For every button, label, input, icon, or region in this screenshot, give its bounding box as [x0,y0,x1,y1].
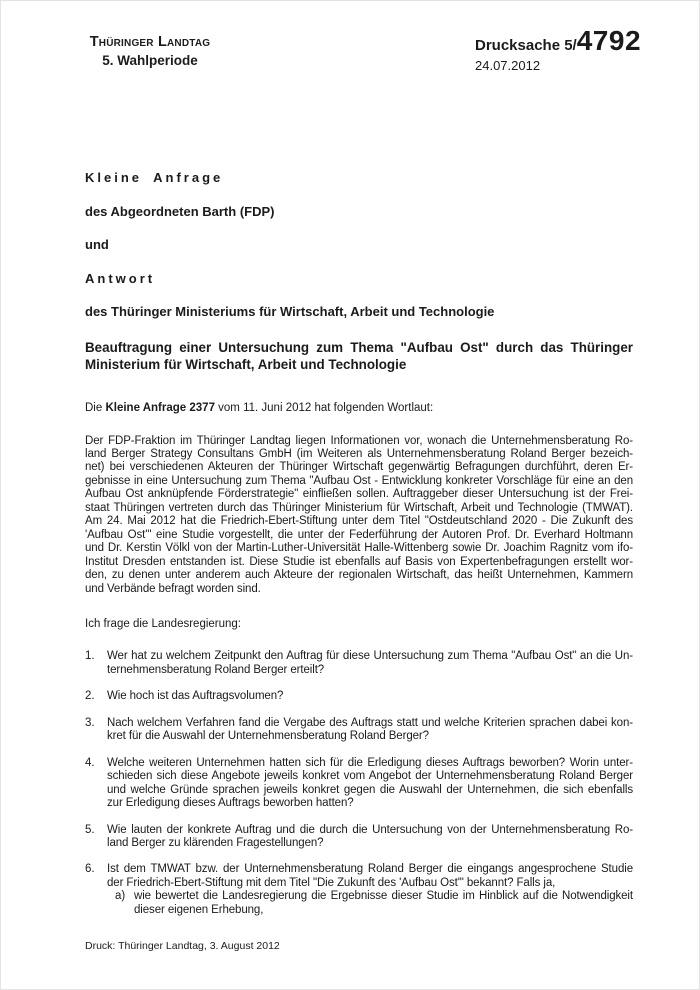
question-line: und welche Gründe sprachen jeweils konkret gegen die Auswahl der Unternehmen, die sich ebenfalls [107,783,633,796]
question-text [107,650,633,677]
paragraph-line: den, zu denen unter anderem auch Akteure der regionalen Wirtschaft, das heißt Unternehmen, Kammern [85,569,633,582]
question-body [107,650,633,677]
question-body [107,690,633,703]
question-line: Nach welchem Verfahren fand die Vergabe des Auftrags statt und welche Kriterien sprachen dabei kon- [107,716,633,729]
wortlaut-reference: Kleine Anfrage 2377 [105,402,215,415]
document-date: 24.07.2012 [475,58,541,73]
document-number: 4792 [576,25,642,56]
question-list [85,650,633,917]
document-body [85,171,633,930]
question-number: 5. [85,823,95,836]
wortlaut-line [85,402,633,415]
paragraph-line: und Verbände befragt worden sind. [85,582,261,595]
question-body [107,717,633,744]
question-line: zur Erledigung dieses Auftrags beworben hatten? [107,797,354,810]
paragraph-line: net) bei verschiedenen Akteuren der Thüringer Wirtschaft gegenwärtig Befragungen durchführt, deren Er- [85,461,633,474]
question-line: schieden sich diese Angebote jeweils konkret vom Angebot der Unternehmensberatung Roland Berger [107,770,633,783]
question-number: 3. [85,716,95,729]
question-item [85,824,633,851]
paragraph-line: Aufbau Ost anknüpfende Förderstrategie" einfließen sollen. Auftraggeber dieser Untersuchung ist der Frei- [85,488,633,501]
paragraph-line: gebnisse in eine Untersuchung zum Thema "Aufbau Ost - Entwicklung konkreter Vorschläge für eine an den [85,474,633,487]
institution-name: Thüringer Landtag [89,34,211,50]
question-item [85,690,633,703]
question-text [107,757,633,811]
question-sub-item [107,890,633,917]
question-item [85,717,633,744]
question-line: Ist dem TMWAT bzw. der Unternehmensberatung Roland Berger die eingangs angesprochene Studie [107,863,633,876]
question-line: kret für die Auswahl der Unternehmensberatung Roland Berger? [107,730,429,743]
document-number-line [475,27,641,55]
legislative-period: 5. Wahlperiode [102,52,198,68]
sub-item-text [134,890,633,917]
question-item [85,863,633,917]
question-line: der Friedrich-Ebert-Stiftung mit dem Titel "Die Zukunft des 'Aufbau Ost'" bekannt? Falls ja, [107,876,556,889]
questioner-line: des Abgeordneten Barth (FDP) [85,203,275,219]
question-line: land Berger zu klärenden Fragestellungen? [107,836,324,849]
paragraph-line: Der FDP-Fraktion im Thüringer Landtag liegen Informationen vor, wonach die Unternehmensberatung Ro- [85,434,633,447]
header-document-block [475,27,641,73]
question-body [107,863,633,917]
question-item [85,757,633,811]
header-institution-block [85,34,215,68]
sub-item-label: a) [115,890,126,903]
question-text [107,863,633,890]
question-body [107,824,633,851]
title-line: Beauftragung einer Untersuchung zum Thema "Aufbau Ost" durch das Thüringer [85,339,633,355]
question-text [107,690,633,703]
question-item [85,650,633,677]
question-number: 4. [85,756,95,769]
wortlaut-suffix: vom 11. Juni 2012 hat folgenden Wortlaut: [214,402,434,415]
question-body [107,757,633,811]
paragraph-line: Institut Dresden entstanden ist. Diese Studie ist ebenfalls auf Basis von Expertenbefragungen erstellt wor- [85,555,633,568]
question-line: Wie hoch ist das Auftragsvolumen? [107,690,284,703]
sub-item-line: dieser eigenen Erhebung, [134,903,264,916]
paragraph-line: und Dr. Kerstin Völkl von der Martin-Luther-Universität Halle-Wittenberg sowie Dr. Joachim Ragnitz vom ifo- [85,542,633,555]
question-line: Wie lauten der konkrete Auftrag und die durch die Untersuchung von der Unternehmensberatung Ro- [107,823,633,836]
question-line: Wer hat zu welchem Zeitpunkt den Auftrag für diese Untersuchung zum Thema "Aufbau Ost" an die Un- [107,650,633,663]
question-line: Welche weiteren Unternehmen hatten sich für die Erledigung dieses Auftrags beworben? Worin unter- [107,756,633,769]
kleine-anfrage-heading: Kleine Anfrage [85,170,224,185]
paragraph-line: land Berger Strategy Consultans GmbH (im Weiteren als Unternehmensberatung Roland Berger bezeich- [85,448,633,460]
question-number: 6. [85,863,95,876]
document-title [85,339,633,374]
wortlaut-prefix: Die [85,402,106,415]
conjunction-line: und [85,237,109,252]
question-number: 2. [85,690,95,703]
question-number: 1. [85,650,95,663]
question-text [107,824,633,851]
question-intro-line: Ich frage die Landesregierung: [85,617,241,630]
paragraph-line: 'Aufbau Ost'" eine Studie vorgestellt, die unter der Federführung der Autoren Prof. Dr. Everhard Holtmann [85,528,633,541]
antwort-heading: Antwort [85,270,156,286]
document-type-label: Drucksache 5/ [475,37,577,54]
question-line: ternehmensberatung Roland Berger erteilt? [107,663,325,676]
paragraph-line: staat Thüringen vertreten durch das Thüringer Ministerium für Wirtschaft, Arbeit und Technologie (TMWAT). [85,501,633,514]
title-line: Ministerium für Wirtschaft, Arbeit und Technologie [85,356,407,372]
responder-line: des Thüringer Ministeriums für Wirtschaft, Arbeit und Technologie [85,304,495,319]
intro-paragraph [85,435,633,596]
sub-item-line: wie bewertet die Landesregierung die Ergebnisse dieser Studie im Hinblick auf die Notwendigkeit [134,890,633,903]
question-text [107,717,633,744]
print-note: Druck: Thüringer Landtag, 3. August 2012 [85,940,280,952]
paragraph-line: Am 24. Mai 2012 hat die Friedrich-Ebert-Stiftung unter dem Titel "Ostdeutschland 2020 - Die Zukunft des [85,515,633,528]
